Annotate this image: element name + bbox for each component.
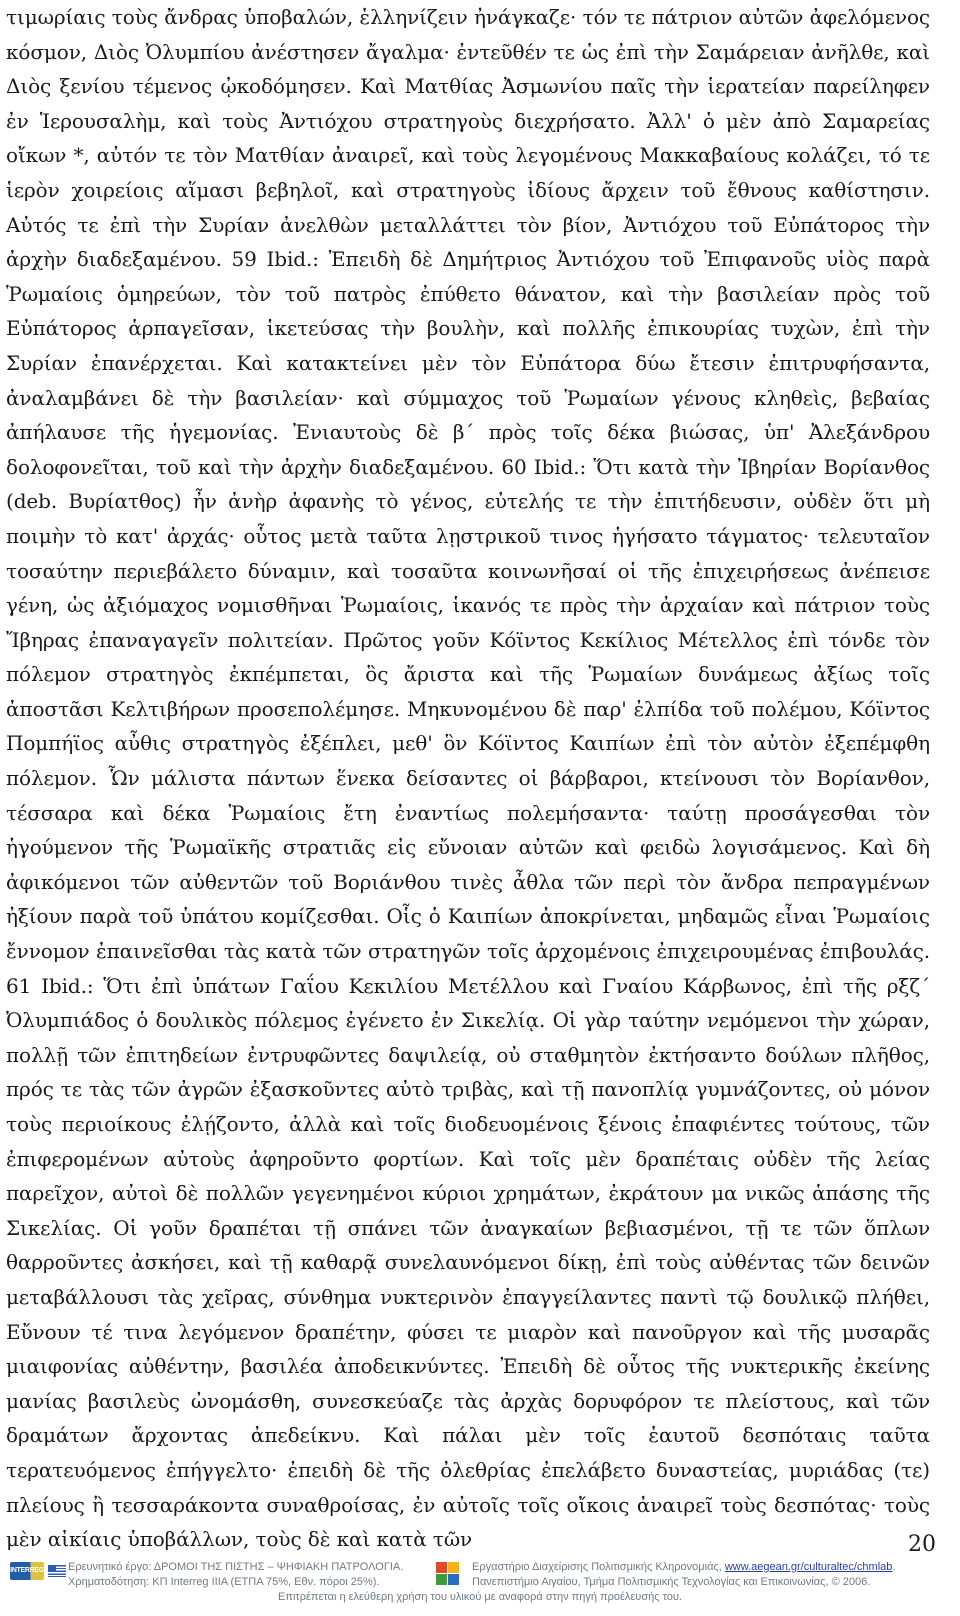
funding-line: Χρηματοδότηση: ΚΠ Interreg IIIA (ΕΤΠΑ 75%, Εθν. πόροι 25%). [68, 1575, 380, 1588]
lab-name: Εργαστήριο Διαχείρισης Πολιτισμικής Κληρονομιάς, [472, 1561, 722, 1573]
greek-flag-icon [48, 1565, 66, 1577]
interreg-logo: INTERREG [10, 1562, 44, 1580]
funding-logos [10, 1562, 66, 1580]
page-footer [0, 1556, 960, 1616]
lab-line-period: . [892, 1561, 896, 1573]
funding-credits [68, 1560, 403, 1589]
usage-notice: Επιτρέπεται η ελεύθερη χρήση του υλικού με αναφορά στην πηγή προέλευσής του. [278, 1591, 682, 1603]
body-paragraph: τιμωρίαις τοὺς ἄνδρας ὑποβαλών, ἑλληνίζειν ἠνάγκαζε· τόν τε πάτριον αὐτῶν ἀφελόμενος κόσμον, Διὸς Ὀλυμπίου ἀνέστησεν ἄγαλμα· ἐντεῦθέν τε ὡς ἐπὶ τὴν Σαμάρειαν ἀνῆλθε, καὶ Διὸς ξενίου τέμενος ᾠκοδόμησεν. Καὶ Ματθίας Ἀσμωνίου παῖς τὴν ἱερατείαν παρείληφεν ἐν Ἱερουσαλὴμ, καὶ τοὺς Ἀντιόχου στρατηγοὺς διεχρήσατο. Ἀλλ' ὁ μὲν ἀπὸ Σαμαρείας οἴκων *, αὐτόν τε τὸν Ματθίαν ἀναιρεῖ, καὶ τοὺς λεγομένους Μακκαβαίους κολάζει, τό τε ἱερὸν χοιρείοις αἵμασι βεβηλοῖ, καὶ στρατηγοὺς ἰδίους ἄρχειν τοῦ ἔθνους καθίστησιν. Αὐτός τε ἐπὶ τὴν Συρίαν ἀνελθὼν μεταλλάττει τὸν βίον, Ἀντιόχου τοῦ Εὐπάτορος τὴν ἀρχὴν διαδεξαμένου. 59 Ibid.: Ἐπειδὴ δὲ Δημήτριος Ἀντιόχου τοῦ Ἐπιφανοῦς υἱὸς παρὰ Ῥωμαίοις ὁμηρεύων, τὸν τοῦ πατρὸς ἐπύθετο θάνατον, καὶ τὴν βασιλείαν πρὸς τοῦ Εὐπάτορος ἁρπαγεῖσαν, ἱκετεύσας τὴν βουλὴν, καὶ πολλῆς ἐπικουρίας τυχὼν, ἐπὶ τὴν Συρίαν ἐπανέρχεται. Καὶ κατακτείνει μὲν τὸν Εὐπάτορα δύω ἔτεσιν ἐπιτρυφήσαντα, ἀναλαμβάνει δὲ τὴν βασιλείαν· καὶ σύμμαχος τοῦ Ῥωμαίων γένους κληθεὶς, βεβαίας ἀπήλαυσε τῆς ἡγεμονίας. Ἐνιαυτοὺς δὲ β΄ πρὸς τοῖς δέκα βιώσας, ὑπ' Ἀλεξάνδρου δολοφονεῖται, τοῦ καὶ τὴν ἀρχὴν διαδεξαμένου. 60 Ibid.: Ὅτι κατὰ τὴν Ἰβηρίαν Βορίανθος (deb. Βυρίατθος) ἦν ἀνὴρ ἀφανὴς τὸ γένος, εὐτελής τε τὴν ἐπιτήδευσιν, οὐδὲν ὅτι μὴ ποιμὴν τὸ κατ' ἀρχάς· οὗτος μετὰ ταῦτα λῃστρικοῦ τινος ἡγήσατο τάγματος· τελευταῖον τοσαύτην περιεβάλετο δύναμιν, καὶ τοσαῦτα κοινωνῆσαί οἱ τῆς ἐπιχειρήσεως ἀνέπεισε γένη, ὡς ἀξιόμαχος νομισθῆναι Ῥωμαίοις, ἱκανός τε πρὸς τὴν ἀρχαίαν καὶ πάτριον τοὺς Ἴβηρας ἐπαναγαγεῖν πολιτείαν. Πρῶτος γοῦν Κόϊντος Κεκίλιος Μέτελλος ἐπὶ τόνδε τὸν πόλεμον στρατηγὸς ἐκπέμπεται, ὃς ἄριστα καὶ τῆς Ῥωμαίων δυνάμεως ἀξίως τοῖς ἀποστᾶσι Κελτιβήρων προσεπολέμησε. Μηκυνομένου δὲ παρ' ἐλπίδα τοῦ πολέμου, Κόϊντος Πομπήϊος αὖθις στρατηγὸς ἐξέπλει, μεθ' ὃν Κόϊντος Καιπίων ἐπὶ τὸν αὐτὸν ἐξεπέμφθη πόλεμον. Ὧν μάλιστα πάντων ἕνεκα δείσαντες οἱ βάρβαροι, κτείνουσι τὸν Βορίανθον, τέσσαρα καὶ δέκα Ῥωμαίοις ἔτη ἐναντίως πολεμήσαντα· ταύτῃ προσάγεσθαι τὸν ἡγούμενον τῆς Ῥωμαϊκῆς στρατιᾶς εἰς εὔνοιαν αὐτῶν καὶ φειδὼ λογισάμενος. Καὶ δὴ ἀφικόμενοι τῶν αὐθεντῶν τοῦ Βοριάνθου τινὲς ἆθλα τῶν περὶ τὸν ἄνδρα πεπραγμένων ἠξίουν παρὰ τοῦ ὑπάτου κομίζεσθαι. Οἷς ὁ Καιπίων ἀποκρίνεται, μηδαμῶς εἶναι Ῥωμαίοις ἔννομον ἐπαινεῖσθαι τὰς κατὰ τῶν στρατηγῶν τοῖς ἀρχομένοις ἐπιχειρουμένας ἐπιβουλάς. 61 Ibid.: Ὅτι ἐπὶ ὑπάτων Γαΐου Κεκιλίου Μετέλλου καὶ Γναίου Κάρβωνος, ἐπὶ τῆς ρξζ΄ Ὀλυμπιάδος ὁ δουλικὸς πόλεμος ἐγένετο ἐν Σικελίᾳ. Οἱ γὰρ ταύτην νεμόμενοι τὴν χώραν, πολλῇ τῶν ἐπιτηδείων ἐντρυφῶντες δαψιλείᾳ, οὐ σταθμητὸν ἐκτήσαντο δούλων πλῆθος, πρός τε τὰς τῶν ἀγρῶν ἐξασκοῦντες αὐτὸ τριβὰς, καὶ τῇ πανοπλίᾳ γυμνάζοντες, οὐ μόνον τοὺς περιοίκους ἐλῄζοντο, ἀλλὰ καὶ τοῖς διοδευομένοις ξένοις ἐπαφιέντες τούτους, τῶν ἐπιφερομένων αὐτοὺς ἀφηροῦντο φορτίων. Καὶ τοῖς μὲν δραπέταις οὐδὲν τῆς λείας παρεῖχον, αὐτοὶ δὲ πολλῶν γεγενημένοι κύριοι χρημάτων, ἐκράτουν μα νικῶς ἁπάσης τῆς Σικελίας. Οἱ γοῦν δραπέται τῇ σπάνει τῶν ἀναγκαίων βεβιασμένοι, τῇ τε τῶν ὅπλων θαρροῦντες ἀσκήσει, καὶ τῇ καθαρᾷ συνελαυνόμενοι δίκῃ, ἐπὶ τοὺς αὐθέντας τῶν δεινῶν μεταβάλλουσι τὰς χεῖρας, σύνθημα νυκτερινὸν ἐπαγγείλαντες παντὶ τῷ δουλικῷ πλήθει, Εὔνουν τέ τινα λεγόμενον δραπέτην, φύσει τε μιαρὸν καὶ πανοῦργον καὶ τῆς μυσαρᾶς μιαιφονίας αὐθέντην, βασιλέα ἀποδεικνύντες. Ἐπειδὴ δὲ οὗτος τῆς νυκτερικῆς ἐκείνης μανίας βασιλεὺς ὠνομάσθη, συνεσκεύαζε τὰς ἀρχὰς δορυφόρον τε πλείστους, καὶ τῶν δραμάτων ἄρχοντας ἀπεδείκνυ. Καὶ πάλαι μὲν τοῖς ἑαυτοῦ δεσπόταις ταῦτα τερατευόμενος ἐπήγγελτο· ἐπειδὴ δὲ τῆς ὀλεθρίας ἐπελάβετο δυναστείας, μυριάδας (τε) πλείους ἢ τεσσαράκοντα συναθροίσας, ἐν αὐτοῖς τοῖς οἴκοις ἀναιρεῖ τοὺς δεσπότας· τοὺς μὲν αἰκίαις ὑποβάλλων, τοὺς δὲ καὶ κατὰ τῶν [6, 5, 930, 1552]
lab-logo-icon [436, 1562, 460, 1586]
university-line: Πανεπιστήμιο Αιγαίου, Τμήμα Πολιτισμικής Τεχνολογίας και Επικοινωνίας, © 2006. [472, 1575, 871, 1588]
lab-website-link[interactable]: www.aegean.gr/culturaltec/chmlab [724, 1561, 893, 1573]
lab-credits [472, 1560, 895, 1589]
project-line: Ερευνητικό έργο: ΔΡΟΜΟΙ ΤΗΣ ΠΙΣΤΗΣ – ΨΗΦΙΑΚΗ ΠΑΤΡΟΛΟΓΙΑ. [68, 1561, 404, 1573]
document-body [6, 0, 930, 1557]
lab-line [472, 1560, 895, 1575]
page-number: 20 [908, 1532, 936, 1557]
